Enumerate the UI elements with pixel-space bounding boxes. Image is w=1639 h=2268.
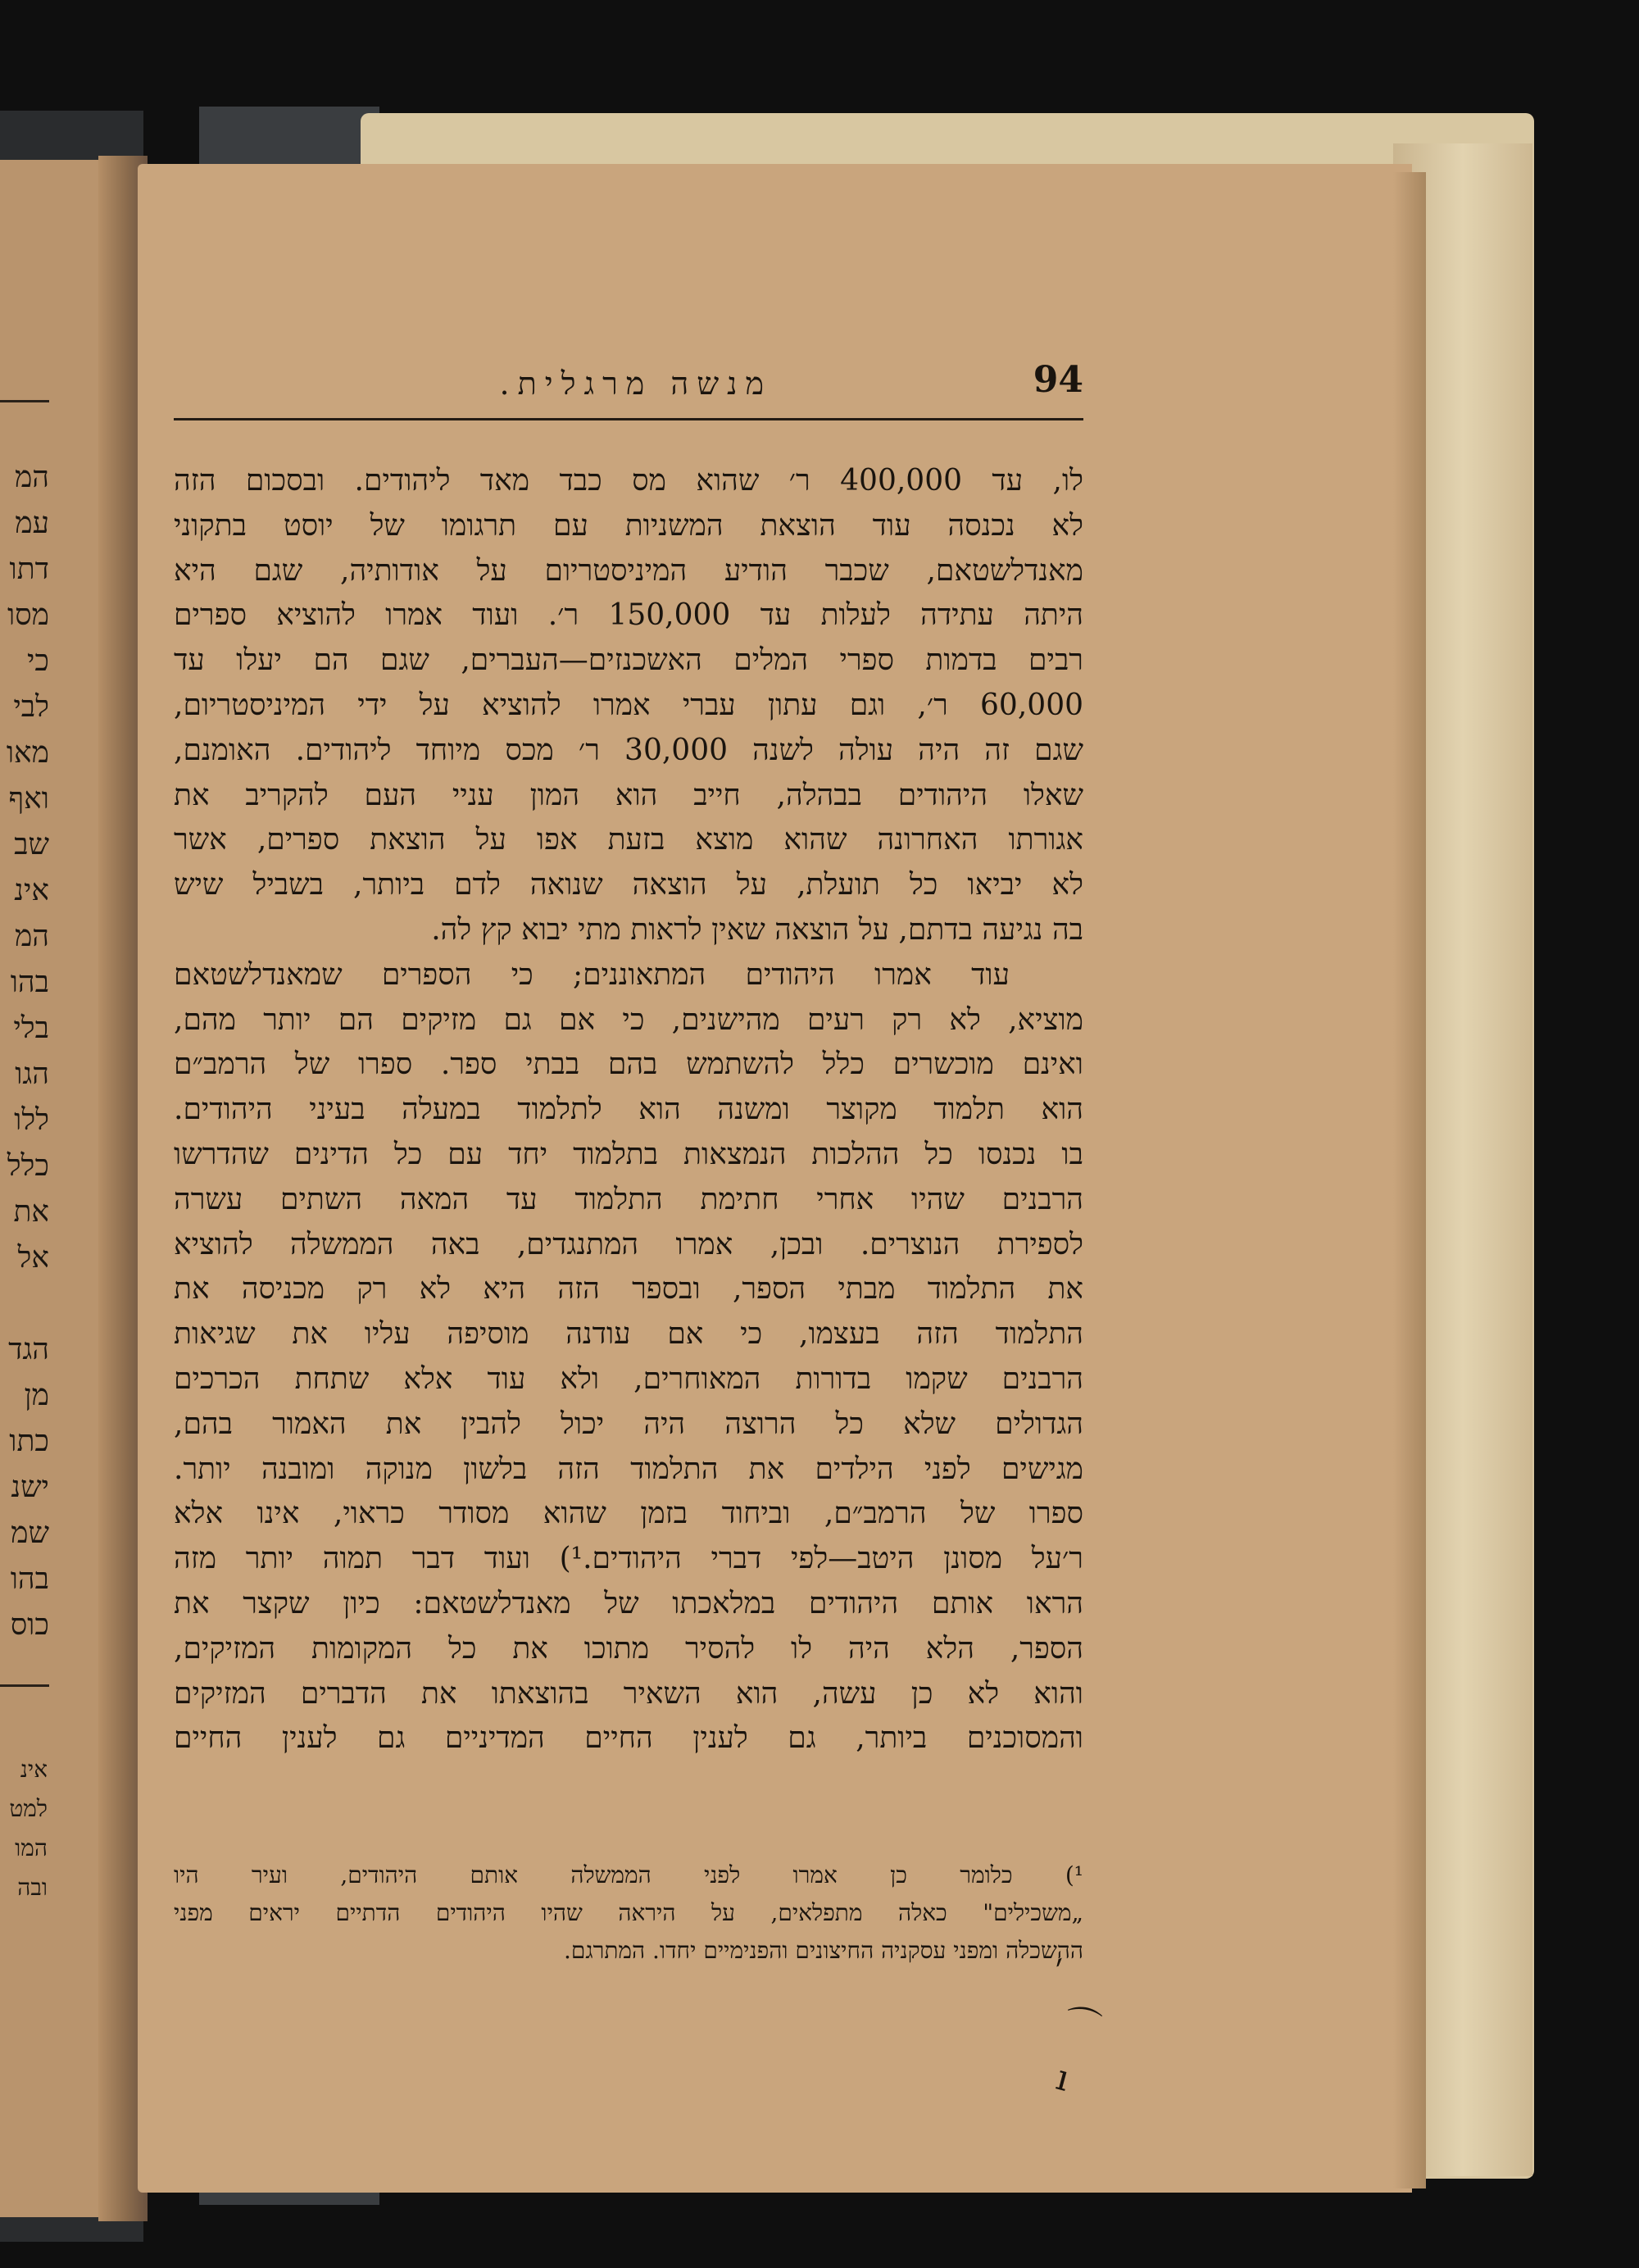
text-line: כי bbox=[26, 644, 49, 678]
text-line: המ bbox=[14, 461, 49, 494]
text-line: כלל bbox=[7, 1149, 49, 1183]
text-line: בו נכנסו כל ההלכות הנמצאות בתלמוד יחד עם כל הדינים שהדרשו bbox=[174, 1137, 1083, 1171]
text-line: דתו bbox=[9, 552, 49, 586]
text-line: מאנדלשטאם, שכבר הודיע המיניסטריום על אודותיה, שגם היא bbox=[174, 553, 1083, 588]
header-rule bbox=[174, 418, 1083, 420]
text-line: המו bbox=[15, 1834, 48, 1861]
text-line: לא יביאו כל תועלת, על הוצאה שנואה לדם ביותר, בשביל שיש bbox=[174, 868, 1083, 902]
text-line: הגד bbox=[8, 1333, 49, 1366]
text-line: ההשכלה ומפני עסקניה החיצונים והפנימיים יחדו. המתרגם. bbox=[563, 1937, 1083, 1964]
text-line: הגו bbox=[15, 1057, 49, 1091]
text-line: היתה עתידה לעלות עד 150,000 ר׳. ועוד אמרו להוציא ספרים bbox=[174, 598, 1083, 633]
text-line: לספירת הנוצרים. ובכן, אמרו המתנגדים, באה הממשלה להוציא bbox=[174, 1227, 1083, 1261]
text-line: לבי bbox=[13, 690, 49, 724]
pencil-mark: ı bbox=[1051, 2057, 1074, 2100]
text-line: והוא לא כן עשה, הוא השאיר בהוצאתו את הדברים המזיקים bbox=[174, 1676, 1083, 1711]
text-line: ובה bbox=[17, 1874, 48, 1901]
main-text bbox=[174, 459, 1083, 1761]
text-line: עוד אמרו היהודים המתאוננים; כי הספרים שמאנדלשטאם bbox=[174, 957, 1010, 992]
left-page-footnote bbox=[0, 1750, 48, 1907]
text-line: למט bbox=[9, 1795, 48, 1822]
running-title: מנשה מרגלית. bbox=[499, 366, 772, 402]
text-line: מגישים לפני הילדים את התלמוד הזה בלשון מנוקה ומובנה יותר. bbox=[174, 1452, 1083, 1486]
text-line: שמ bbox=[11, 1516, 49, 1550]
text-line: את התלמוד מבתי הספר, ובספר הזה היא לא רק מכניסה את bbox=[174, 1272, 1083, 1307]
text-line: שב bbox=[14, 828, 49, 861]
text-line: ¹) כלומר כן אמרו לפני הממשלה אותם היהודים, ועיר היו bbox=[174, 1861, 1083, 1888]
text-line: אל bbox=[17, 1241, 49, 1275]
text-line: אינ bbox=[20, 1756, 48, 1783]
text-line: והמסוכנים ביותר, גם לענין החיים המדיניים גם לענין החיים bbox=[174, 1721, 1083, 1756]
text-line: הגדולים שלא כל הרוצה היה יכול להבין את האמור בהם, bbox=[174, 1407, 1083, 1441]
text-line: מאו bbox=[6, 736, 49, 770]
spacer bbox=[0, 1281, 49, 1327]
text-line: את bbox=[13, 1195, 49, 1229]
text-line: ר׳על מסונן היטב—לפי דברי היהודים.¹) ועוד דבר תמוה יותר מזה bbox=[174, 1542, 1083, 1576]
footnote bbox=[174, 1857, 1083, 1970]
text-line: שאלו היהודים בבהלה, חייב הוא המון עניי העם להקריב את bbox=[174, 778, 1083, 812]
text-line: הרבנים שקמו בדורות המאוחרים, ולא עוד אלא שתחת הכרכים bbox=[174, 1361, 1083, 1396]
page-edge bbox=[1393, 172, 1426, 2188]
text-line: „משכילים" כאלה מתפלאים, על היראה שהיו היהודים הדתיים יראים מפני bbox=[174, 1899, 1083, 1926]
text-line: לו, עד 400,000 ר׳ שהוא מס כבד מאד ליהודים. ובסכום הזה bbox=[174, 464, 1083, 498]
page-number: 94 bbox=[1033, 359, 1083, 401]
text-line: בה נגיעה בדתם, על הוצאה שאין לראות מתי יבוא קץ לה. bbox=[431, 912, 1083, 947]
text-line: בהו bbox=[10, 966, 49, 999]
text-line: ואף bbox=[8, 782, 49, 816]
text-line: בהו bbox=[10, 1562, 49, 1596]
text-line: 60,000 ר׳, וגם עתון עברי אמרו להוציא על ידי המיניסטריום, bbox=[174, 688, 1083, 722]
text-line: לא נכנסה עוד הוצאת המשניות עם תרגומו של יוסט בתקוני bbox=[174, 508, 1083, 543]
text-line: מסו bbox=[7, 598, 49, 632]
left-page-header-rule bbox=[0, 400, 49, 402]
text-line: ישנ bbox=[11, 1470, 49, 1504]
pencil-mark: ⌒ bbox=[1061, 2002, 1105, 2050]
text-line: הספר, הלא היה לו להסיר מתוכו את כל המקומות המזיקים, bbox=[174, 1631, 1083, 1666]
text-line: ללו bbox=[14, 1103, 49, 1137]
page-header bbox=[174, 359, 1083, 416]
left-page-footnote-rule bbox=[0, 1684, 49, 1687]
text-line: הוא תלמוד מקוצר ומשנה הוא לתלמוד במעלה בעיני היהודים. bbox=[174, 1093, 1083, 1127]
text-line: כתו bbox=[9, 1425, 49, 1458]
text-line: המ bbox=[14, 920, 49, 953]
text-line: ספרו של הרמב״ם, וביחוד בזמן שהוא מסודר כראוי, אינו אלא bbox=[174, 1497, 1083, 1531]
text-line: עמ bbox=[15, 507, 49, 540]
text-line: כוס bbox=[10, 1608, 49, 1642]
pencil-mark: ˊ bbox=[1046, 1952, 1078, 1999]
text-line: הרבנים שהיו אחרי חתימת התלמוד עד המאה השתים עשרה bbox=[174, 1182, 1083, 1216]
text-line: ואינם מוכשרים כלל להשתמש בהם בבתי ספר. ספרו של הרמב״ם bbox=[174, 1048, 1083, 1082]
text-line: שגם זה היה עולה לשנה 30,000 ר׳ מכס מיוחד ליהודים. האומנם, bbox=[174, 733, 1083, 767]
text-line: מוציא, לא רק רעים מהישנים, כי אם גם מזיקים הם יותר מהם, bbox=[174, 1002, 1083, 1037]
text-line: אגורתו האחרונה שהוא מוצא בזעת אפו על הוצאת ספרים, אשר bbox=[174, 823, 1083, 857]
text-line: בלי bbox=[13, 1011, 49, 1045]
text-line: מן bbox=[24, 1379, 49, 1412]
text-line: הראו אותם היהודים במלאכתו של מאנדלשטאם: כיון שקצר את bbox=[174, 1586, 1083, 1620]
left-page-text bbox=[0, 455, 49, 1648]
text-line: אינ bbox=[14, 874, 49, 907]
text-line: רבים בדמות ספרי המלים האשכנזים—העברים, שגם הם יעלו עד bbox=[174, 643, 1083, 678]
text-line: התלמוד הזה בעצמו, כי אם עודנה מוסיפה עליו את שגיאות bbox=[174, 1317, 1083, 1352]
